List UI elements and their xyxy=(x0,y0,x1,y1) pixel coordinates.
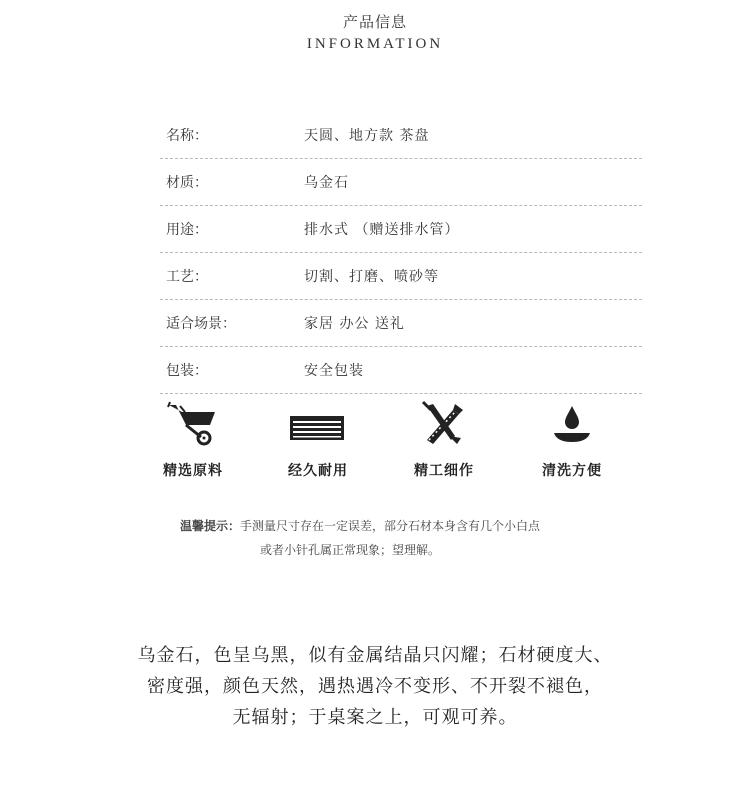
info-value: 家居 办公 送礼 xyxy=(304,316,405,332)
info-row-usage xyxy=(160,206,642,253)
section-title-cn: 产品信息 xyxy=(342,13,407,31)
info-row-craft xyxy=(160,253,642,300)
product-description xyxy=(0,640,750,733)
info-label: 材质： xyxy=(166,175,208,191)
tools-icon xyxy=(419,400,469,446)
feature-item xyxy=(384,400,504,480)
info-value: 安全包装 xyxy=(304,363,364,379)
info-value: 排水式 （赠送排水管） xyxy=(304,222,460,238)
info-label: 包装： xyxy=(166,363,208,379)
product-info-table xyxy=(160,112,642,394)
section-header xyxy=(0,12,750,53)
description-line: 乌金石，色呈乌黑，似有金属结晶只闪耀；石材硬度大、 xyxy=(137,645,613,666)
wheelbarrow-icon xyxy=(166,400,220,446)
info-value: 切割、打磨、喷砂等 xyxy=(304,269,439,285)
info-value: 乌金石 xyxy=(304,175,349,191)
info-row-name xyxy=(160,112,642,159)
feature-item xyxy=(133,400,253,480)
feature-item xyxy=(258,400,378,480)
feature-label: 清洗方便 xyxy=(542,463,602,479)
water-drop-bowl-icon xyxy=(547,400,597,446)
stone-slab-icon xyxy=(288,400,348,446)
description-line: 无辐射；于桌案之上，可观可养。 xyxy=(232,707,518,728)
info-label: 工艺： xyxy=(166,269,208,285)
feature-label: 精工细作 xyxy=(414,463,474,479)
info-row-packaging xyxy=(160,347,642,394)
tip-text-line2: 或者小针孔属正常现象；望理解。 xyxy=(260,543,441,557)
info-label: 适合场景： xyxy=(166,316,236,332)
description-line: 密度强，颜色天然，遇热遇冷不变形、不开裂不褪色， xyxy=(147,676,603,697)
info-label: 名称： xyxy=(166,128,208,144)
tip-label: 温馨提示： xyxy=(180,519,241,533)
info-value: 天圆、地方款 茶盘 xyxy=(304,128,430,144)
tip-text-line1: 手测量尺寸存在一定误差，部分石材本身含有几个小白点 xyxy=(240,519,541,533)
info-label: 用途： xyxy=(166,222,208,238)
feature-label: 经久耐用 xyxy=(288,463,348,479)
warm-tip xyxy=(180,514,640,562)
feature-item xyxy=(512,400,632,480)
info-row-material xyxy=(160,159,642,206)
info-row-scenes xyxy=(160,300,642,347)
section-title-en: INFORMATION xyxy=(306,36,444,52)
feature-label: 精选原料 xyxy=(163,463,223,479)
